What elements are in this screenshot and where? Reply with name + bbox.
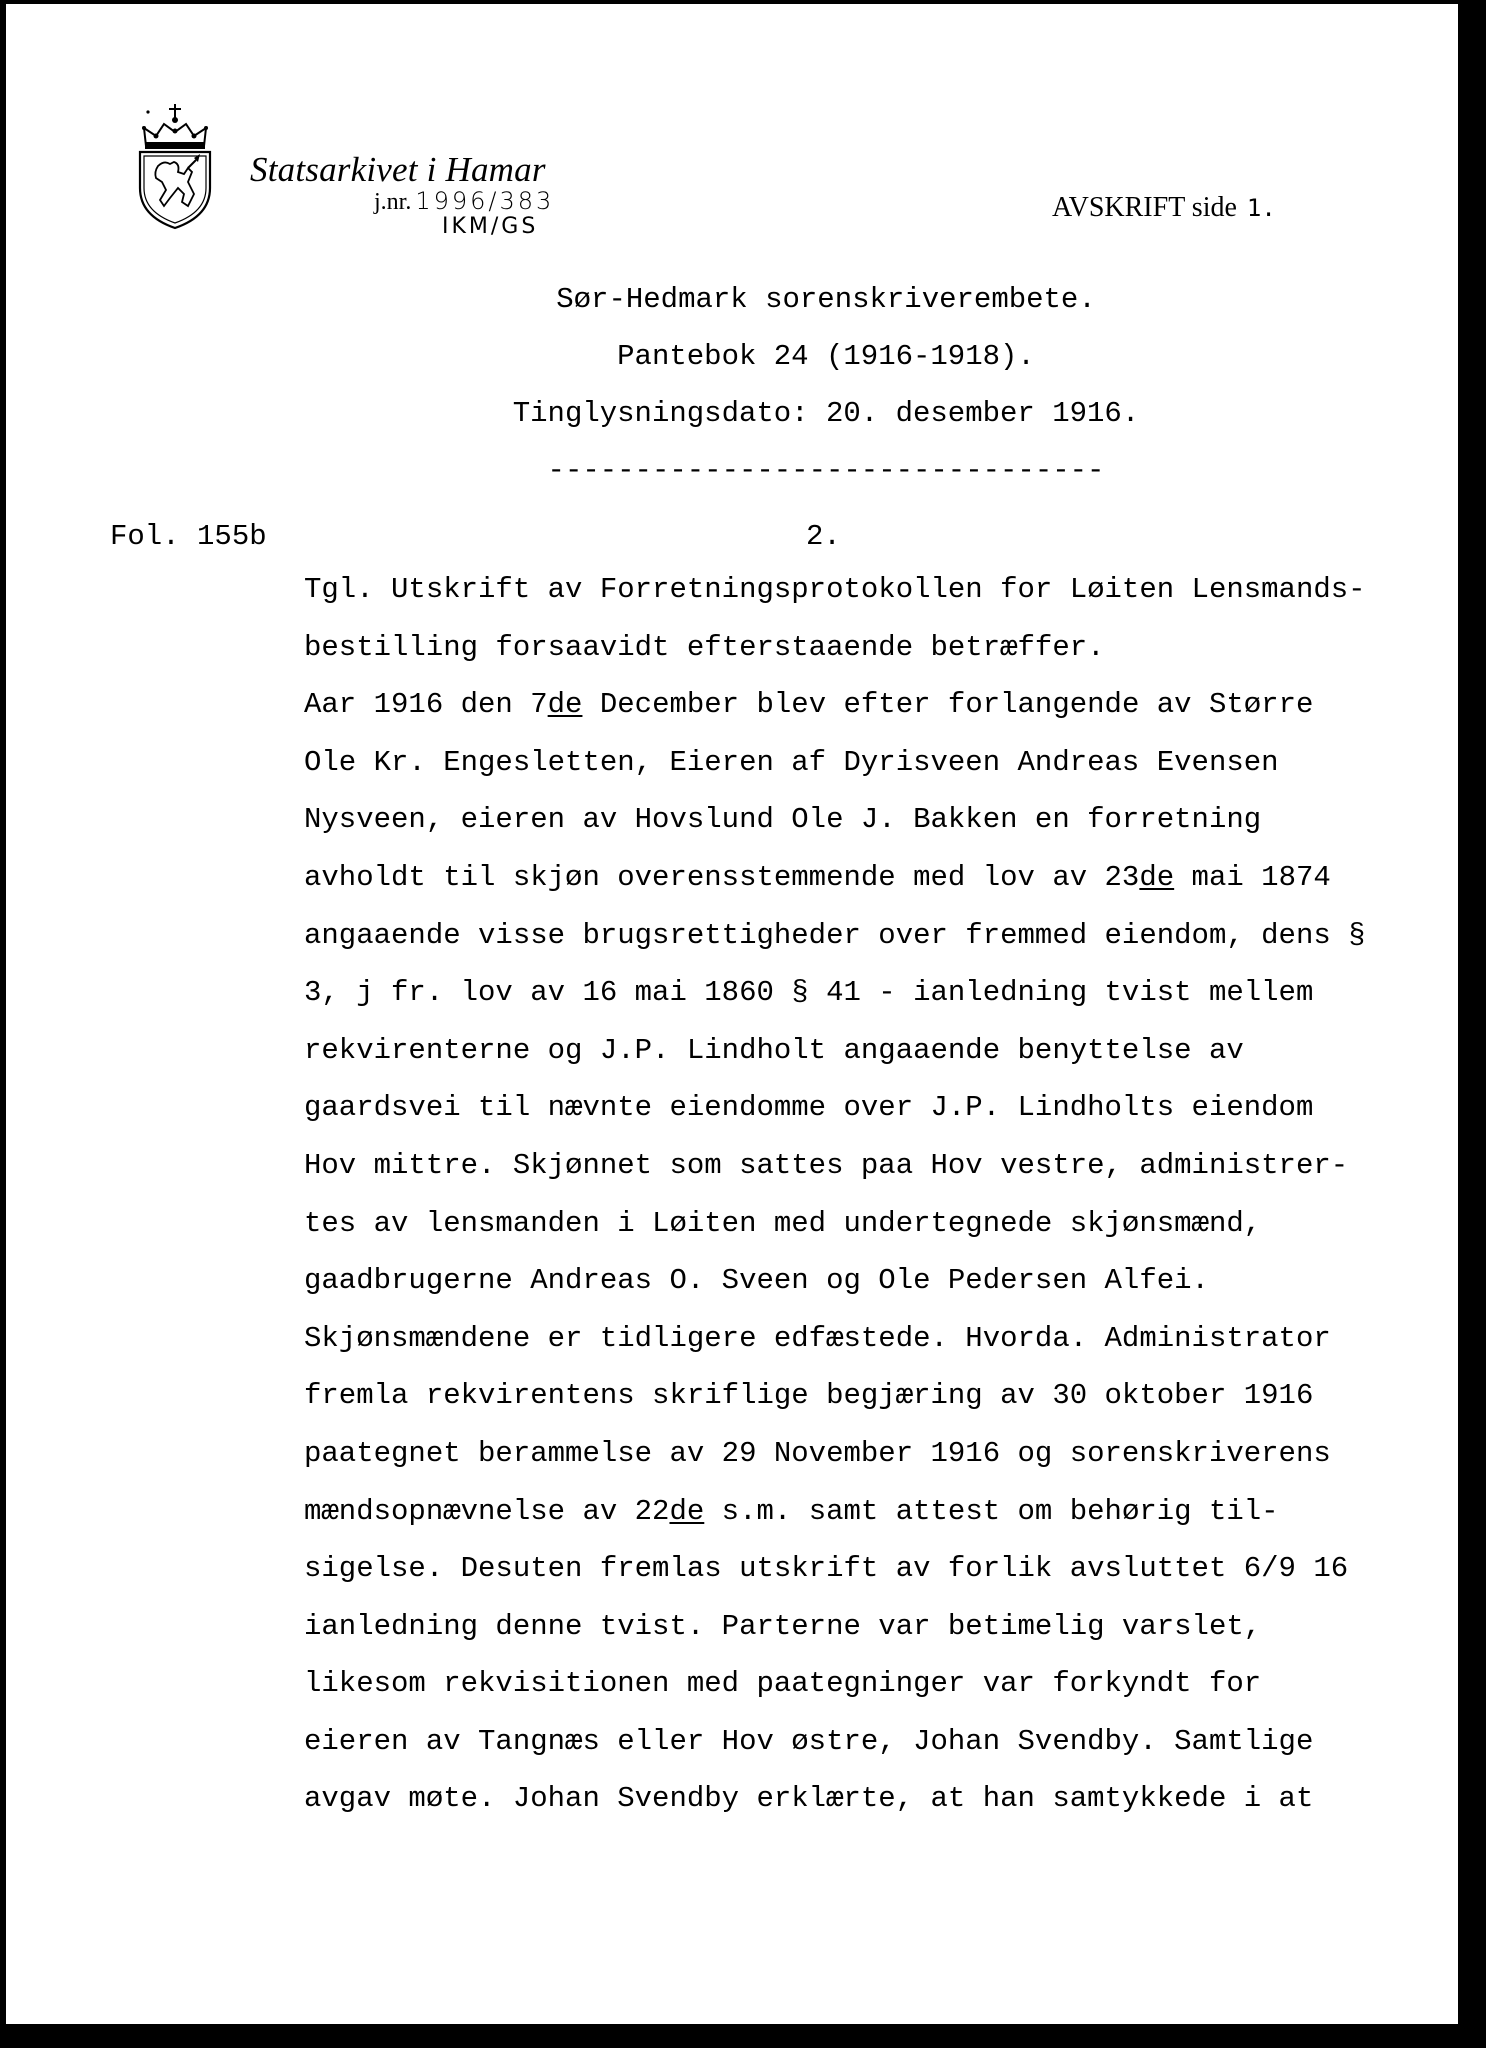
- archive-name: Statsarkivet i Hamar: [250, 150, 546, 189]
- ordinal-suffix: de: [1139, 860, 1175, 894]
- copy-label-text: AVSKRIFT side: [1052, 192, 1237, 223]
- folio-reference: Fol. 155b: [110, 520, 267, 553]
- reference-initials: IKM/GS: [442, 214, 539, 239]
- transcription-body: [304, 572, 1458, 1839]
- text-segment: Aar 1916 den 7: [304, 688, 548, 722]
- text-line: [304, 687, 1458, 745]
- entry-number: 2.: [806, 520, 841, 553]
- text-line: eieren av Tangnæs eller Hov østre, Johan Svendby. Samtlige: [304, 1724, 1314, 1758]
- text-segment: mai 1874: [1174, 860, 1331, 894]
- text-line: [304, 1494, 1458, 1552]
- text-line: Nysveen, eieren av Hovslund Ole J. Bakken en forretning: [304, 803, 1262, 837]
- text-line: fremla rekvirentens skriflige begjæring av 30 oktober 1916: [304, 1379, 1314, 1413]
- text-line: likesom rekvisitionen med paategninger var forkyndt for: [304, 1667, 1262, 1701]
- text-segment: avholdt til skjøn overensstemmende med lov av 23: [304, 860, 1140, 894]
- text-line: Ole Kr. Engesletten, Eieren af Dyrisveen Andreas Evensen: [304, 745, 1279, 779]
- text-line: avgav møte. Johan Svendby erklærte, at han samtykkede i at: [304, 1782, 1314, 1816]
- journal-number-value: 1996/383: [415, 187, 555, 215]
- text-line: sigelse. Desuten fremlas utskrift av forlik avsluttet 6/9 16: [304, 1552, 1349, 1586]
- text-line: gaardsvei til nævnte eiendomme over J.P. Lindholts eiendom: [304, 1091, 1314, 1125]
- journal-number-label: j.nr.: [374, 189, 412, 215]
- text-segment: s.m. samt attest om behørig til-: [704, 1494, 1279, 1528]
- text-line: tes av lensmanden i Løiten med undertegnede skjønsmænd,: [304, 1206, 1262, 1240]
- text-line: paategnet berammelse av 29 November 1916 og sorenskriverens: [304, 1436, 1331, 1470]
- text-line: [304, 860, 1458, 918]
- text-line: bestilling forsaavidt efterstaaende betræffer.: [304, 630, 1105, 664]
- ordinal-suffix: de: [547, 688, 583, 722]
- heading-divider: --------------------------------: [547, 454, 1105, 487]
- copy-page-label: [1052, 192, 1276, 224]
- text-segment: December blev efter forlangende av Større: [582, 688, 1314, 722]
- text-line: Hov mittre. Skjønnet som sattes paa Hov vestre, administrer-: [304, 1148, 1349, 1182]
- text-line: angaaende visse brugsrettigheder over fremmed eiendom, dens §: [304, 918, 1366, 952]
- text-line: 3, j fr. lov av 16 mai 1860 § 41 - ianledning tvist mellem: [304, 976, 1314, 1010]
- text-line: rekvirenterne og J.P. Lindholt angaaende benyttelse av: [304, 1033, 1244, 1067]
- journal-number-line: [374, 187, 554, 216]
- text-line: Skjønsmændene er tidligere edfæstede. Hvorda. Administrator: [304, 1321, 1331, 1355]
- office-heading: Sør-Hedmark sorenskriverembete.: [556, 283, 1096, 316]
- text-segment: mændsopnævnelse av 22: [304, 1494, 670, 1528]
- copy-page-number: 1.: [1246, 194, 1276, 222]
- ordinal-suffix: de: [669, 1494, 705, 1528]
- text-line: gaadbrugerne Andreas O. Sveen og Ole Pedersen Alfei.: [304, 1264, 1209, 1298]
- norwegian-coat-of-arms-icon: [134, 102, 216, 232]
- registration-date-heading: Tinglysningsdato: 20. desember 1916.: [512, 397, 1140, 430]
- book-heading: Pantebok 24 (1916-1918).: [617, 340, 1035, 373]
- document-page: [6, 4, 1458, 2024]
- text-line: ianledning denne tvist. Parterne var betimelig varslet,: [304, 1609, 1262, 1643]
- text-line: Tgl. Utskrift av Forretningsprotokollen for Løiten Lensmands-: [304, 573, 1366, 606]
- scan-border: [1458, 0, 1486, 2048]
